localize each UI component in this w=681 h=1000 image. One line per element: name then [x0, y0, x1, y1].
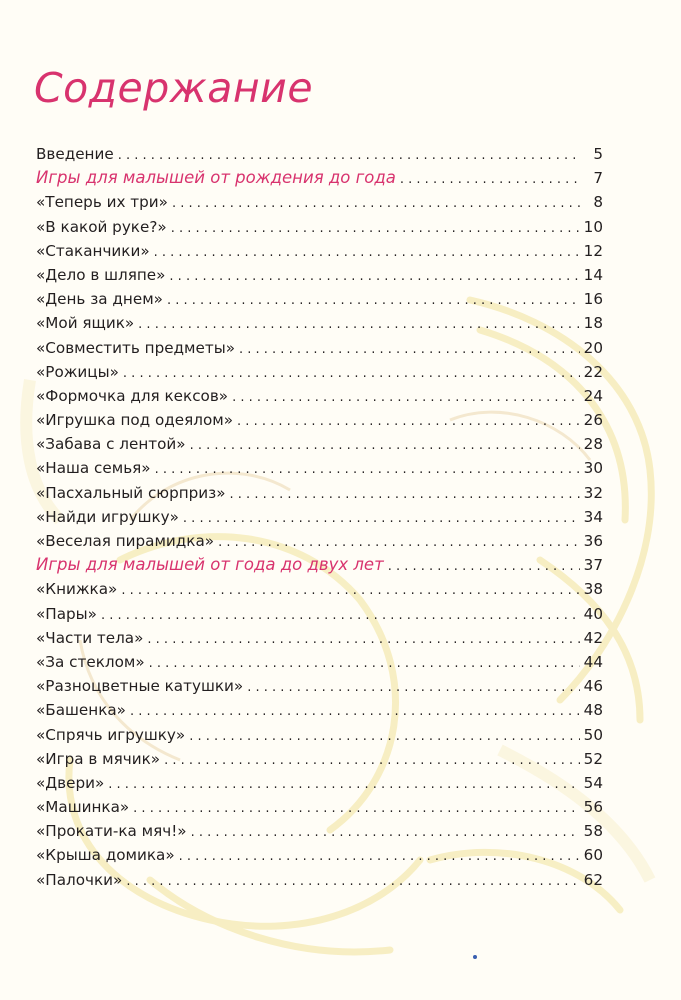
toc-entry-title: «Формочка для кексов» — [36, 386, 229, 405]
toc-page-number: 16 — [583, 290, 603, 309]
toc-page-number: 20 — [583, 338, 603, 357]
dot-leader — [230, 483, 580, 507]
toc-entry-title: «Пасхальный сюрприз» — [36, 483, 226, 502]
toc-entry[interactable] — [36, 481, 603, 505]
toc-entry-title: «Книжка» — [36, 580, 118, 599]
toc-entry[interactable] — [36, 239, 603, 263]
toc-page-number: 62 — [583, 870, 603, 889]
toc-entry-title: «За стеклом» — [36, 652, 145, 671]
toc-page-number: 44 — [583, 652, 603, 671]
toc-entry-title: «Дело в шляпе» — [36, 265, 166, 284]
toc-entry-title: «Палочки» — [36, 870, 123, 889]
toc-page-number: 40 — [583, 604, 603, 623]
dot-leader — [239, 338, 580, 362]
toc-page-number: 28 — [583, 435, 603, 454]
toc-page-number: 22 — [583, 362, 603, 381]
dot-leader — [172, 192, 581, 216]
page-title: Содержание — [34, 64, 314, 112]
toc-entry-title: «Башенка» — [36, 701, 126, 720]
toc-page-number: 24 — [583, 386, 603, 405]
toc-entry-title: «Теперь их три» — [36, 193, 168, 212]
toc-entry-title: «Стаканчики» — [36, 241, 150, 260]
toc-entry[interactable] — [36, 529, 603, 553]
toc-entry[interactable] — [36, 602, 603, 626]
toc-entry[interactable] — [36, 674, 603, 698]
toc-entry[interactable] — [36, 795, 603, 819]
toc-section-heading[interactable] — [36, 553, 603, 577]
toc-entry-title: «Крыша домика» — [36, 846, 175, 865]
toc-page-number: 60 — [583, 846, 603, 865]
toc-entry-title: «Наша семья» — [36, 459, 151, 478]
toc-entry[interactable] — [36, 698, 603, 722]
toc-entry[interactable] — [36, 432, 603, 456]
toc-entry-title: Игры для малышей от рождения до года — [36, 168, 396, 188]
toc-entry-title: Игры для малышей от года до двух лет — [36, 555, 384, 575]
toc-page-number: 10 — [583, 217, 603, 236]
toc-entry[interactable] — [36, 505, 603, 529]
toc-entry[interactable] — [36, 650, 603, 674]
dot-leader — [190, 434, 580, 458]
toc-entry[interactable] — [36, 384, 603, 408]
dot-leader — [121, 579, 579, 603]
toc-entry-title: «Совместить предметы» — [36, 338, 235, 357]
toc-page-number: 5 — [593, 145, 603, 163]
toc-page-number: 37 — [583, 556, 603, 575]
table-of-contents — [36, 142, 603, 892]
toc-entry-title: «Машинка» — [36, 798, 130, 817]
toc-entry-title: «Спрячь игрушку» — [36, 725, 186, 744]
dot-leader — [237, 410, 580, 434]
toc-page-number: 26 — [583, 411, 603, 430]
toc-page-number: 18 — [583, 314, 603, 333]
toc-entry-title: «Разноцветные катушки» — [36, 677, 244, 696]
toc-entry[interactable] — [36, 142, 603, 166]
toc-entry[interactable] — [36, 311, 603, 335]
toc-page-number: 7 — [593, 169, 603, 188]
toc-entry[interactable] — [36, 868, 603, 892]
dot-leader — [138, 313, 580, 337]
dot-leader — [108, 773, 579, 797]
toc-entry-title: «Части тела» — [36, 628, 144, 647]
dot-leader — [123, 362, 580, 386]
toc-entry[interactable] — [36, 456, 603, 480]
toc-entry-title: «В какой руке?» — [36, 217, 167, 236]
dot-leader — [189, 725, 579, 749]
toc-page-number: 50 — [583, 725, 603, 744]
dot-leader — [133, 797, 580, 821]
toc-entry[interactable] — [36, 819, 603, 843]
dot-leader — [388, 555, 580, 579]
dot-leader — [232, 386, 580, 410]
dot-leader — [126, 870, 579, 894]
dot-leader — [130, 700, 580, 724]
toc-entry[interactable] — [36, 263, 603, 287]
toc-entry-title: «Игрушка под одеялом» — [36, 411, 234, 430]
toc-entry[interactable] — [36, 287, 603, 311]
dot-leader — [147, 628, 579, 652]
toc-entry[interactable] — [36, 408, 603, 432]
toc-entry-title: «Мой ящик» — [36, 314, 135, 333]
toc-entry[interactable] — [36, 577, 603, 601]
toc-page-number: 14 — [583, 265, 603, 284]
toc-page-number: 46 — [583, 677, 603, 696]
dot-leader — [191, 821, 580, 845]
toc-entry-title: Введение — [36, 145, 114, 163]
dot-leader — [179, 845, 580, 869]
toc-page-number: 48 — [583, 701, 603, 720]
toc-page-number: 58 — [583, 822, 603, 841]
toc-page-number: 32 — [583, 483, 603, 502]
dot-leader — [149, 652, 580, 676]
toc-page-number: 8 — [593, 193, 603, 212]
toc-entry-title: «День за днем» — [36, 290, 163, 309]
dot-leader — [218, 531, 580, 555]
toc-entry-title: «Рожицы» — [36, 362, 119, 381]
toc-entry[interactable] — [36, 747, 603, 771]
toc-page-number: 52 — [583, 749, 603, 768]
toc-page-number: 54 — [583, 773, 603, 792]
toc-entry[interactable] — [36, 360, 603, 384]
toc-entry[interactable] — [36, 771, 603, 795]
toc-entry-title: «Игра в мячик» — [36, 749, 161, 768]
toc-entry[interactable] — [36, 215, 603, 239]
toc-entry-title: «Прокати-ка мяч!» — [36, 822, 187, 841]
toc-entry[interactable] — [36, 190, 603, 214]
ink-dot — [473, 955, 477, 959]
toc-entry[interactable] — [36, 336, 603, 360]
toc-entry-title: «Забава с лентой» — [36, 435, 186, 454]
toc-entry[interactable] — [36, 626, 603, 650]
toc-entry-title: «Веселая пирамидка» — [36, 532, 215, 550]
dot-leader — [171, 217, 580, 241]
dot-leader — [118, 144, 581, 168]
toc-page-number: 34 — [583, 507, 603, 526]
toc-page-number: 36 — [583, 532, 603, 550]
toc-entry-title: «Найди игрушку» — [36, 507, 179, 526]
toc-entry-title: «Пары» — [36, 604, 97, 623]
toc-entry[interactable] — [36, 843, 603, 867]
toc-page-number: 30 — [583, 459, 603, 478]
dot-leader — [167, 289, 580, 313]
toc-page-number: 38 — [583, 580, 603, 599]
toc-section-heading[interactable] — [36, 166, 603, 190]
dot-leader — [155, 458, 580, 482]
dot-leader — [154, 241, 580, 265]
toc-entry-title: «Двери» — [36, 773, 105, 792]
dot-leader — [169, 265, 579, 289]
toc-page-number: 12 — [583, 241, 603, 260]
dot-leader — [101, 604, 580, 628]
toc-entry[interactable] — [36, 723, 603, 747]
toc-page-number: 56 — [583, 798, 603, 817]
toc-page-number: 42 — [583, 628, 603, 647]
dot-leader — [400, 168, 581, 192]
dot-leader — [164, 749, 580, 773]
dot-leader — [247, 676, 579, 700]
dot-leader — [183, 507, 580, 531]
